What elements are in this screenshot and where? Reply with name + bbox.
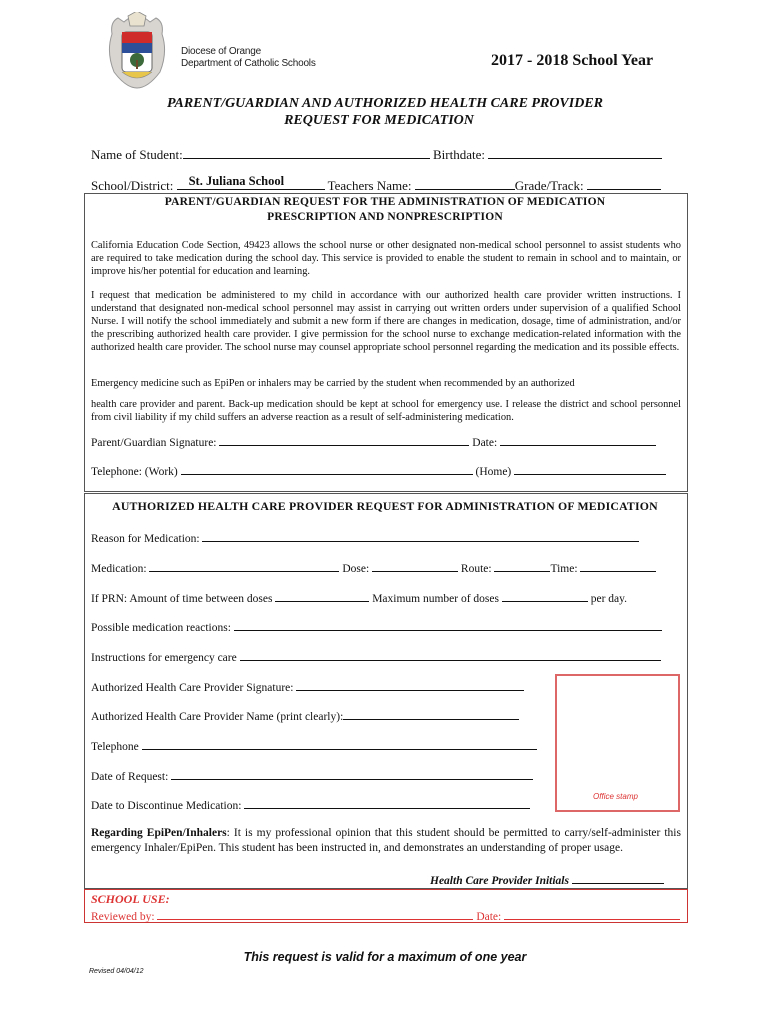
form-title-line1: PARENT/GUARDIAN AND AUTHORIZED HEALTH CARE PROVIDER bbox=[166, 96, 604, 111]
reason-row bbox=[91, 529, 639, 545]
per-day-label: per day. bbox=[590, 593, 628, 605]
initials-label: Health Care Provider Initials bbox=[430, 875, 569, 887]
reactions-field[interactable] bbox=[234, 618, 662, 631]
route-field[interactable] bbox=[494, 559, 550, 572]
time-field[interactable] bbox=[580, 559, 656, 572]
liability-paragraph: health care provider and parent. Back-up medication should be kept at school for emergency use. I release the district and school personnel from civil liability if my child suffers an adverse reaction as a result of self-administering medication. bbox=[91, 399, 681, 423]
prn-field[interactable] bbox=[275, 589, 369, 602]
medication-row bbox=[91, 559, 656, 575]
reason-label: Reason for Medication: bbox=[91, 533, 200, 545]
provider-name-field[interactable] bbox=[343, 707, 519, 720]
office-stamp-label: Office stamp bbox=[593, 792, 638, 801]
school-year: 2017 - 2018 School Year bbox=[491, 52, 654, 69]
epipen-heading: Regarding EpiPen/Inhalers bbox=[91, 827, 227, 839]
medication-label: Medication: bbox=[91, 563, 147, 575]
parent-signature-row bbox=[91, 433, 656, 449]
time-label: Time: bbox=[550, 563, 578, 575]
provider-signature-label: Authorized Health Care Provider Signature: bbox=[91, 682, 294, 694]
reviewed-row bbox=[91, 907, 680, 923]
request-date-label: Date of Request: bbox=[91, 771, 169, 783]
parent-date-field[interactable] bbox=[500, 433, 656, 446]
telephone-work-field[interactable] bbox=[181, 462, 473, 475]
provider-section-heading: AUTHORIZED HEALTH CARE PROVIDER REQUEST FOR ADMINISTRATION OF MEDICATION bbox=[112, 499, 658, 513]
prn-row bbox=[91, 589, 627, 605]
request-date-field[interactable] bbox=[171, 767, 533, 780]
prn-label: If PRN: Amount of time between doses bbox=[91, 593, 273, 605]
department-line: Department of Catholic Schools bbox=[181, 58, 316, 69]
initials-field[interactable] bbox=[572, 871, 664, 884]
provider-telephone-field[interactable] bbox=[142, 737, 537, 750]
student-name-row bbox=[91, 146, 662, 163]
reviewed-label: Reviewed by: bbox=[91, 911, 155, 923]
parent-signature-field[interactable] bbox=[219, 433, 469, 446]
discontinue-row bbox=[91, 796, 530, 812]
route-label: Route: bbox=[460, 563, 492, 575]
student-name-field[interactable] bbox=[183, 146, 430, 159]
form-title-line2: REQUEST FOR MEDICATION bbox=[284, 113, 474, 128]
student-name-label: Name of Student: bbox=[91, 147, 183, 162]
discontinue-field[interactable] bbox=[244, 796, 530, 809]
telephone-work-label: Telephone: (Work) bbox=[91, 466, 178, 478]
telephone-row bbox=[91, 462, 666, 478]
emergency-medicine-paragraph: Emergency medicine such as EpiPen or inhalers may be carried by the student when recommended by an authorized bbox=[91, 378, 575, 389]
provider-signature-field[interactable] bbox=[296, 678, 524, 691]
provider-name-label: Authorized Health Care Provider Name (print clearly): bbox=[91, 711, 344, 723]
emergency-label: Instructions for emergency care bbox=[91, 652, 237, 664]
telephone-home-field[interactable] bbox=[514, 462, 666, 475]
birthdate-label: Birthdate: bbox=[432, 147, 485, 162]
school-value: St. Juliana School bbox=[188, 174, 285, 188]
school-date-field[interactable] bbox=[504, 907, 680, 920]
parent-signature-label: Parent/Guardian Signature: bbox=[91, 437, 217, 449]
reviewed-field[interactable] bbox=[157, 907, 473, 920]
medication-field[interactable] bbox=[149, 559, 339, 572]
epipen-text: : It is my professional opinion that this student should be permitted to carry/self-administer this emergency Inhaler/EpiPen. This student has been instructed in, and demonstrates an understanding of proper usage. bbox=[91, 827, 681, 854]
discontinue-label: Date to Discontinue Medication: bbox=[91, 800, 242, 812]
diocese-seal-logo bbox=[104, 12, 170, 90]
parent-section-heading: PARENT/GUARDIAN REQUEST FOR THE ADMINISTRATION OF MEDICATION bbox=[164, 196, 606, 208]
school-field[interactable] bbox=[177, 174, 325, 190]
diocese-name bbox=[181, 46, 316, 70]
parent-date-label: Date: bbox=[472, 437, 498, 449]
school-date-label: Date: bbox=[476, 911, 502, 923]
teacher-field[interactable] bbox=[415, 177, 515, 190]
provider-signature-row bbox=[91, 678, 524, 694]
reactions-label: Possible medication reactions: bbox=[91, 622, 231, 634]
provider-telephone-label: Telephone bbox=[91, 741, 139, 753]
telephone-home-label: (Home) bbox=[475, 466, 512, 478]
school-row bbox=[91, 174, 661, 194]
emergency-row bbox=[91, 648, 661, 664]
reason-field[interactable] bbox=[202, 529, 639, 542]
revised-date: Revised 04/04/12 bbox=[89, 968, 144, 975]
initials-row bbox=[430, 871, 664, 887]
dose-field[interactable] bbox=[372, 559, 458, 572]
education-code-paragraph: California Education Code Section, 49423 allows the school nurse or other designated non-medical school personnel to assist students who are required to take medication during the school day. This service is provided to enable the student to remain in school and to maintain, or improve his/her potential for education and learning. bbox=[91, 240, 681, 277]
school-use-heading: SCHOOL USE: bbox=[91, 892, 170, 906]
grade-field[interactable] bbox=[587, 177, 661, 190]
epipen-paragraph bbox=[91, 826, 681, 856]
max-doses-label: Maximum number of doses bbox=[372, 593, 499, 605]
validity-note: This request is valid for a maximum of one year bbox=[243, 950, 527, 964]
provider-telephone-row bbox=[91, 737, 537, 753]
birthdate-field[interactable] bbox=[488, 146, 662, 159]
diocese-line: Diocese of Orange bbox=[181, 46, 261, 57]
parent-request-paragraph: I request that medication be administered to my child in accordance with our authorized health care provider written instructions. I understand that designated non-medical school personnel may assist in carrying out written orders under supervision of a qualified School Nurse. I will notify the school immediately and submit a new form if there are changes in medication, dosage, time of administration, and/or the prescribing authorized health care provider. I give permission for the school nurse to exchange medication-related information with the authorized health care provider. The school nurse may counsel appropriate school personnel regarding the medication and its possible effects. bbox=[91, 290, 681, 353]
emergency-field[interactable] bbox=[240, 648, 661, 661]
dose-label: Dose: bbox=[342, 563, 370, 575]
grade-label: Grade/Track: bbox=[514, 178, 584, 193]
teacher-label: Teachers Name: bbox=[327, 178, 412, 193]
provider-name-row bbox=[91, 707, 519, 723]
reactions-row bbox=[91, 618, 662, 634]
parent-section-subheading: PRESCRIPTION AND NONPRESCRIPTION bbox=[267, 211, 503, 223]
school-label: School/District: bbox=[91, 178, 174, 193]
max-doses-field[interactable] bbox=[502, 589, 588, 602]
request-date-row bbox=[91, 767, 533, 783]
